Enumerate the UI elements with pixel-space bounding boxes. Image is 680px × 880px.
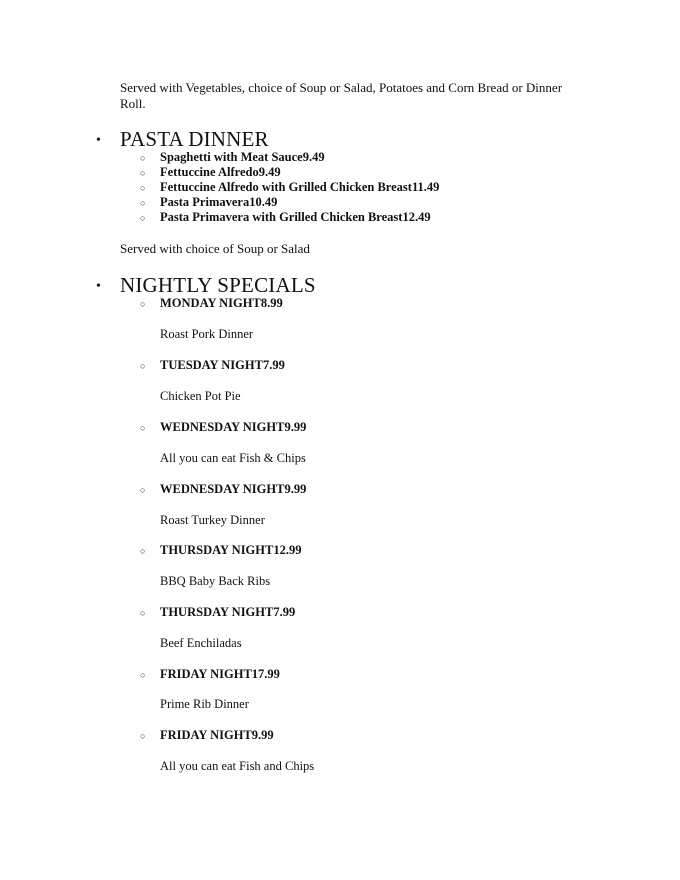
pasta-note: Served with choice of Soup or Salad bbox=[120, 241, 310, 256]
specials-title-text: NIGHTLY SPECIALS bbox=[120, 273, 316, 297]
special-night: TUESDAY NIGHT bbox=[160, 358, 263, 372]
pasta-item-name: Pasta Primavera bbox=[160, 195, 250, 209]
pasta-item bbox=[140, 180, 439, 196]
special-item bbox=[140, 358, 285, 374]
circle-bullet-icon: ○ bbox=[140, 212, 146, 223]
special-price: 17.99 bbox=[251, 667, 280, 681]
special-price: 9.99 bbox=[284, 482, 307, 496]
circle-bullet-icon: ○ bbox=[140, 197, 146, 208]
circle-bullet-icon: ○ bbox=[140, 730, 146, 741]
special-dish: Prime Rib Dinner bbox=[160, 697, 249, 711]
special-item bbox=[140, 543, 301, 559]
circle-bullet-icon: ○ bbox=[140, 298, 146, 309]
pasta-item-price: 9.49 bbox=[258, 165, 281, 179]
special-price: 8.99 bbox=[260, 296, 283, 310]
pasta-item-name: Pasta Primavera with Grilled Chicken Breast bbox=[160, 210, 403, 224]
special-price: 7.99 bbox=[262, 358, 285, 372]
circle-bullet-icon: ○ bbox=[140, 484, 146, 495]
circle-bullet-icon: ○ bbox=[140, 545, 146, 556]
pasta-item bbox=[140, 195, 277, 211]
special-item bbox=[140, 728, 274, 744]
bullet-icon: • bbox=[96, 133, 102, 149]
special-item bbox=[140, 605, 295, 621]
special-item bbox=[140, 482, 306, 498]
circle-bullet-icon: ○ bbox=[140, 422, 146, 433]
bullet-icon: • bbox=[96, 279, 102, 295]
pasta-item-name: Fettuccine Alfredo bbox=[160, 165, 259, 179]
special-night: MONDAY NIGHT bbox=[160, 296, 261, 310]
special-dish: BBQ Baby Back Ribs bbox=[160, 574, 271, 588]
pasta-item bbox=[140, 165, 281, 181]
circle-bullet-icon: ○ bbox=[140, 360, 146, 371]
circle-bullet-icon: ○ bbox=[140, 607, 146, 618]
circle-bullet-icon: ○ bbox=[140, 152, 146, 163]
pasta-item-price: 12.49 bbox=[402, 210, 431, 224]
pasta-item-price: 9.49 bbox=[302, 150, 325, 164]
circle-bullet-icon: ○ bbox=[140, 669, 146, 680]
circle-bullet-icon: ○ bbox=[140, 167, 146, 178]
pasta-item-price: 11.49 bbox=[411, 180, 440, 194]
special-night: THURSDAY NIGHT bbox=[160, 605, 274, 619]
circle-bullet-icon: ○ bbox=[140, 182, 146, 193]
intro-note: Served with Vegetables, choice of Soup or Salad, Potatoes and Corn Bread or Dinner Roll. bbox=[120, 80, 563, 111]
special-night: FRIDAY NIGHT bbox=[160, 667, 252, 681]
pasta-title-text: PASTA DINNER bbox=[120, 127, 269, 151]
specials-section-title bbox=[96, 273, 316, 298]
pasta-item bbox=[140, 210, 431, 226]
pasta-section-title bbox=[96, 127, 269, 152]
special-price: 9.99 bbox=[284, 420, 307, 434]
special-item bbox=[140, 667, 280, 683]
special-dish: Roast Pork Dinner bbox=[160, 327, 254, 341]
special-dish: Beef Enchiladas bbox=[160, 636, 242, 650]
special-item bbox=[140, 420, 306, 436]
special-night: FRIDAY NIGHT bbox=[160, 728, 252, 742]
special-price: 9.99 bbox=[251, 728, 274, 742]
special-dish: Roast Turkey Dinner bbox=[160, 513, 265, 527]
special-dish: Chicken Pot Pie bbox=[160, 389, 241, 403]
pasta-item-name: Fettuccine Alfredo with Grilled Chicken Breast bbox=[160, 180, 412, 194]
special-price: 7.99 bbox=[273, 605, 296, 619]
special-dish: All you can eat Fish & Chips bbox=[160, 451, 306, 465]
special-night: WEDNESDAY NIGHT bbox=[160, 420, 285, 434]
special-night: THURSDAY NIGHT bbox=[160, 543, 274, 557]
special-dish: All you can eat Fish and Chips bbox=[160, 759, 315, 773]
pasta-item bbox=[140, 150, 325, 166]
special-price: 12.99 bbox=[273, 543, 302, 557]
special-item bbox=[140, 296, 283, 312]
pasta-item-price: 10.49 bbox=[249, 195, 278, 209]
special-night: WEDNESDAY NIGHT bbox=[160, 482, 285, 496]
pasta-item-name: Spaghetti with Meat Sauce bbox=[160, 150, 303, 164]
